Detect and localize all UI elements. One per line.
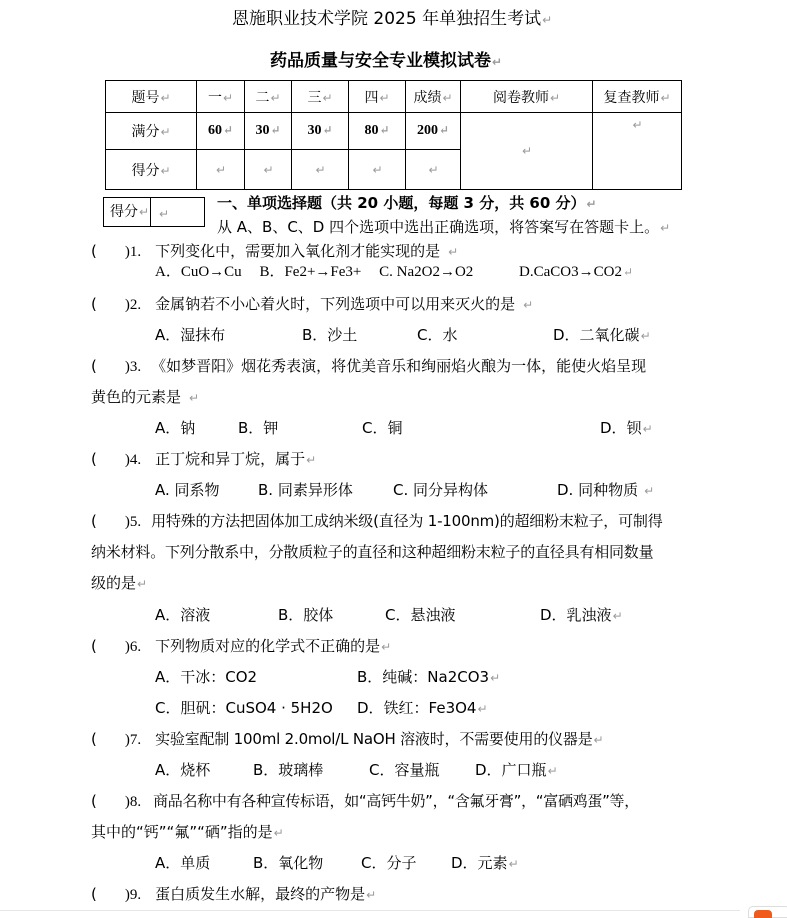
- question-8: ( )8. 商品名称中有各种宣传标语，如“高钙牛奶”，“含氟牙膏”，“富硒鸡蛋”等，: [91, 792, 639, 810]
- option-a: A．单质: [155, 854, 211, 872]
- row-header-score: 得分↵: [106, 150, 197, 190]
- option-b: B．Fe2+→Fe3+: [259, 264, 362, 280]
- exam-title-text: 恩施职业技术学院 2025 年单独招生考试: [232, 9, 542, 29]
- question-5-line2: 纳米材料。下列分散系中，分散质粒子的直径和这种超细粉末粒子的直径具有相同数量: [91, 543, 654, 561]
- exam-subtitle-text: 药品质量与安全专业模拟试卷: [270, 51, 491, 71]
- question-3-line2: 黄色的元素是 ↵: [91, 388, 200, 406]
- option-a: A．CuO→Cu: [155, 264, 242, 280]
- option-a: A．湿抹布: [155, 326, 226, 344]
- score-cell-4[interactable]: ↵: [349, 150, 406, 190]
- option-a: A．干冰：CO2: [155, 668, 258, 686]
- option-a: A. 同系物: [155, 481, 220, 499]
- option-c: C．铜: [362, 419, 403, 437]
- widget-icon: [754, 910, 772, 918]
- option-b: B．纯碱：Na2CO3↵: [357, 668, 501, 686]
- option-d: D．二氧化碳↵: [553, 326, 651, 344]
- score-cell-total[interactable]: ↵: [406, 150, 461, 190]
- row-header-question: 题号↵: [106, 81, 197, 113]
- answer-paren[interactable]: (: [91, 792, 97, 810]
- option-a: A．钠: [155, 419, 196, 437]
- option-c: C．分子: [361, 854, 417, 872]
- answer-paren[interactable]: (: [91, 295, 97, 313]
- question-9: ( )9. 蛋白质发生水解，最终的产物是↵: [91, 885, 377, 903]
- option-a: A．烧杯: [155, 761, 211, 779]
- answer-paren[interactable]: (: [91, 885, 97, 903]
- score-cell-3[interactable]: ↵: [292, 150, 349, 190]
- option-c: C. Na2O2→O2: [379, 264, 474, 280]
- option-d: D．铁红：Fe3O4↵: [357, 699, 488, 717]
- full-mark-3: 30↵: [292, 113, 349, 150]
- floating-widget[interactable]: [748, 906, 787, 918]
- exam-title: [232, 8, 552, 31]
- row-header-full-marks: 满分↵: [106, 113, 197, 150]
- score-cell-2[interactable]: ↵: [245, 150, 292, 190]
- answer-paren[interactable]: (: [91, 512, 97, 530]
- col-header-3: 三↵: [292, 81, 349, 113]
- question-5-line3: 级的是↵: [91, 574, 148, 592]
- section-score-label: 得分↵: [110, 204, 150, 220]
- answer-paren[interactable]: (: [91, 637, 97, 655]
- option-d: D．乳浊液↵: [540, 606, 623, 624]
- question-4: ( )4. 正丁烷和异丁烷，属于↵: [91, 450, 317, 468]
- reviewer-header: 复查教师↵: [593, 81, 682, 113]
- question-2: ( )2. 金属钠若不小心着火时，下列选项中可以用来灭火的是 ↵: [91, 295, 534, 313]
- section-title: 一、单项选择题（共 20 小题，每题 3 分，共 60 分）↵: [217, 194, 597, 212]
- paragraph-mark: ↵: [542, 13, 553, 27]
- section-score-divider: [150, 198, 151, 226]
- option-c: C. 同分异构体: [393, 481, 489, 499]
- option-d: D．元素↵: [451, 854, 519, 872]
- option-b: B．沙土: [302, 326, 358, 344]
- answer-paren[interactable]: (: [91, 242, 97, 260]
- score-table: [105, 80, 682, 190]
- reviewer-cell[interactable]: ↵: [593, 113, 682, 190]
- question-1-options: A．CuO→Cu B．Fe2+→Fe3+ C. Na2O2→O2 D.CaCO3→CO2↵: [155, 264, 634, 280]
- question-8-line2: 其中的“钙”“氟”“硒”指的是↵: [91, 823, 284, 841]
- full-mark-total: 200↵: [406, 113, 461, 150]
- option-b: B. 同素异形体: [258, 481, 353, 499]
- question-5: ( )5. 用特殊的方法把固体加工成纳米级(直径为 1-100nm)的超细粉末粒子，可制得: [91, 512, 663, 530]
- answer-paren[interactable]: (: [91, 450, 97, 468]
- section-score-box: [103, 197, 205, 227]
- answer-paren[interactable]: (: [91, 730, 97, 748]
- full-mark-4: 80↵: [349, 113, 406, 150]
- option-b: B．钾: [238, 419, 279, 437]
- option-b: B．氧化物: [253, 854, 324, 872]
- question-6: ( )6. 下列物质对应的化学式不正确的是↵: [91, 637, 392, 655]
- option-c: C．胆矾：CuSO4 · 5H2O: [155, 699, 333, 717]
- question-7: ( )7. 实验室配制 100ml 2.0mol/L NaOH 溶液时，不需要使用的仪器是↵: [91, 730, 604, 748]
- full-mark-2: 30↵: [245, 113, 292, 150]
- exam-subtitle: [270, 50, 502, 73]
- col-header-1: 一↵: [197, 81, 245, 113]
- full-mark-1: 60↵: [197, 113, 245, 150]
- option-d: D．钡↵: [600, 419, 653, 437]
- option-b: B．玻璃棒: [253, 761, 324, 779]
- score-cell-1[interactable]: ↵: [197, 150, 245, 190]
- grader-header: 阅卷教师↵: [461, 81, 593, 113]
- paragraph-mark: ↵: [492, 55, 503, 69]
- option-d: D.CaCO3→CO2: [519, 264, 622, 280]
- question-1: ( )1. 下列变化中，需要加入氧化剂才能实现的是 ↵: [91, 242, 459, 260]
- col-header-total: 成绩↵: [406, 81, 461, 113]
- grader-cell[interactable]: ↵: [461, 113, 593, 190]
- answer-paren[interactable]: (: [91, 357, 97, 375]
- col-header-4: 四↵: [349, 81, 406, 113]
- page-bottom-edge: [0, 910, 740, 911]
- option-c: C．水: [417, 326, 458, 344]
- option-d: D. 同种物质 ↵: [557, 481, 655, 499]
- option-c: C．容量瓶: [369, 761, 440, 779]
- question-3: ( )3. 《如梦晋阳》烟花秀表演，将优美音乐和绚丽焰火酿为一体，能使火焰呈现: [91, 357, 647, 375]
- section-score-input[interactable]: ↵: [159, 207, 170, 221]
- option-a: A．溶液: [155, 606, 211, 624]
- col-header-2: 二↵: [245, 81, 292, 113]
- option-b: B．胶体: [278, 606, 334, 624]
- option-d: D．广口瓶↵: [475, 761, 558, 779]
- option-c: C．悬浊液: [385, 606, 456, 624]
- section-instruction: 从 A、B、C、D 四个选项中选出正确选项，将答案写在答题卡上。↵: [217, 218, 671, 236]
